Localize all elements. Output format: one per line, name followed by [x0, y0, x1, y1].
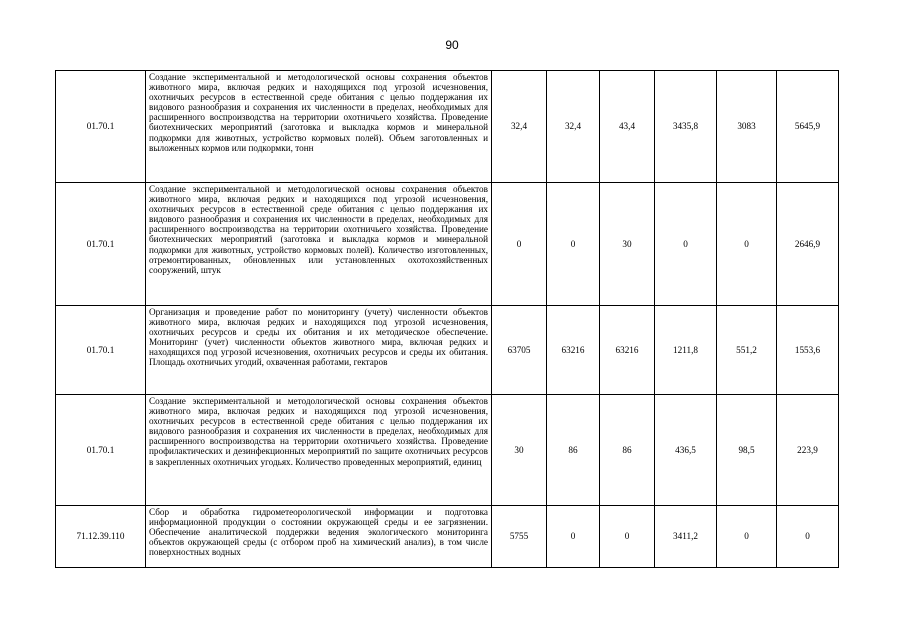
value-cell: 1553,6: [777, 306, 839, 395]
page-number: 90: [445, 38, 459, 52]
value-cell: 0: [717, 183, 777, 306]
description-cell: Создание экспериментальной и методологической основы сохранения объектов животного мира, включая редких и находящихся под угрозой исчезновения, охотничьих ресурсов в естественной среде обитания с целью поддержания их видового разнообразия и сохранения их численности в пределах, необходимых для расширенного воспроизводства на территории охотничьего хозяйства. Проведение профилактических и дезинфекционных мероприятий по защите охотничьих ресурсов в закрепленных охотничьих угодьях. Количество проведенных мероприятий, единиц: [146, 395, 492, 506]
value-cell: 98,5: [717, 395, 777, 506]
value-cell: 32,4: [492, 71, 547, 183]
code-cell: 01.70.1: [56, 71, 146, 183]
table-row: [56, 71, 839, 183]
code-cell: 01.70.1: [56, 306, 146, 395]
value-cell: 32,4: [547, 71, 600, 183]
value-cell: 1211,8: [655, 306, 717, 395]
value-cell: 0: [492, 183, 547, 306]
code-cell: 01.70.1: [56, 183, 146, 306]
code-cell: 01.70.1: [56, 395, 146, 506]
value-cell: 0: [655, 183, 717, 306]
value-cell: 63705: [492, 306, 547, 395]
value-cell: 0: [717, 506, 777, 568]
value-cell: 3083: [717, 71, 777, 183]
value-cell: 0: [547, 183, 600, 306]
table-row: [56, 183, 839, 306]
value-cell: 30: [492, 395, 547, 506]
value-cell: 551,2: [717, 306, 777, 395]
value-cell: 30: [600, 183, 655, 306]
value-cell: 63216: [600, 306, 655, 395]
value-cell: 86: [600, 395, 655, 506]
value-cell: 43,4: [600, 71, 655, 183]
value-cell: 2646,9: [777, 183, 839, 306]
value-cell: 63216: [547, 306, 600, 395]
value-cell: 0: [600, 506, 655, 568]
value-cell: 3435,8: [655, 71, 717, 183]
data-table: [55, 70, 839, 568]
description-cell: Организация и проведение работ по мониторингу (учету) численности объектов животного мира, включая редких и находящихся под угрозой исчезновения, охотничьих ресурсов и среды их обитания и их методическое обеспечение. Мониторинг (учет) численности объектов животного мира, включая редких и находящихся под угрозой исчезновения, охотничьих ресурсов и среды их обитания. Площадь охотничьих угодий, охваченная работами, гектаров: [146, 306, 492, 395]
table-row: [56, 306, 839, 395]
value-cell: 223,9: [777, 395, 839, 506]
value-cell: 86: [547, 395, 600, 506]
value-cell: 0: [547, 506, 600, 568]
value-cell: 436,5: [655, 395, 717, 506]
code-cell: 71.12.39.110: [56, 506, 146, 568]
value-cell: 3411,2: [655, 506, 717, 568]
value-cell: 5645,9: [777, 71, 839, 183]
description-cell: Создание экспериментальной и методологической основы сохранения объектов животного мира, включая редких и находящихся под угрозой исчезновения, охотничьих ресурсов в естественной среде обитания с целью поддержания их видового разнообразия и сохранения их численности в пределах, необходимых для расширенного воспроизводства на территории охотничьего хозяйства. Проведение биотехнических мероприятий (заготовка и выкладка кормов и минеральной подкормки для животных, устройство кормовых полей). Объем заготовленных и выложенных кормов или подкормки, тонн: [146, 71, 492, 183]
table-row: [56, 506, 839, 568]
value-cell: 0: [777, 506, 839, 568]
table-row: [56, 395, 839, 506]
description-cell: Сбор и обработка гидрометеорологической информации и подготовка информационной продукции о состоянии окружающей среды и ее загрязнении. Обеспечение аналитической поддержки ведения экологического мониторинга объектов окружающей среды (с отбором проб на химический анализ), в том числе поверхностных водных: [146, 506, 492, 568]
description-cell: Создание экспериментальной и методологической основы сохранения объектов животного мира, включая редких и находящихся под угрозой исчезновения, охотничьих ресурсов в естественной среде обитания с целью поддержания их видового разнообразия и сохранения их численности в пределах, необходимых для расширенного воспроизводства на территории охотничьего хозяйства. Проведение биотехнических мероприятий (заготовка и выкладка кормов и минеральной подкормки для животных, устройство кормовых полей). Количество изготовленных, отремонтированных, обновленных или установленных охотохозяйственных сооружений, штук: [146, 183, 492, 306]
value-cell: 5755: [492, 506, 547, 568]
